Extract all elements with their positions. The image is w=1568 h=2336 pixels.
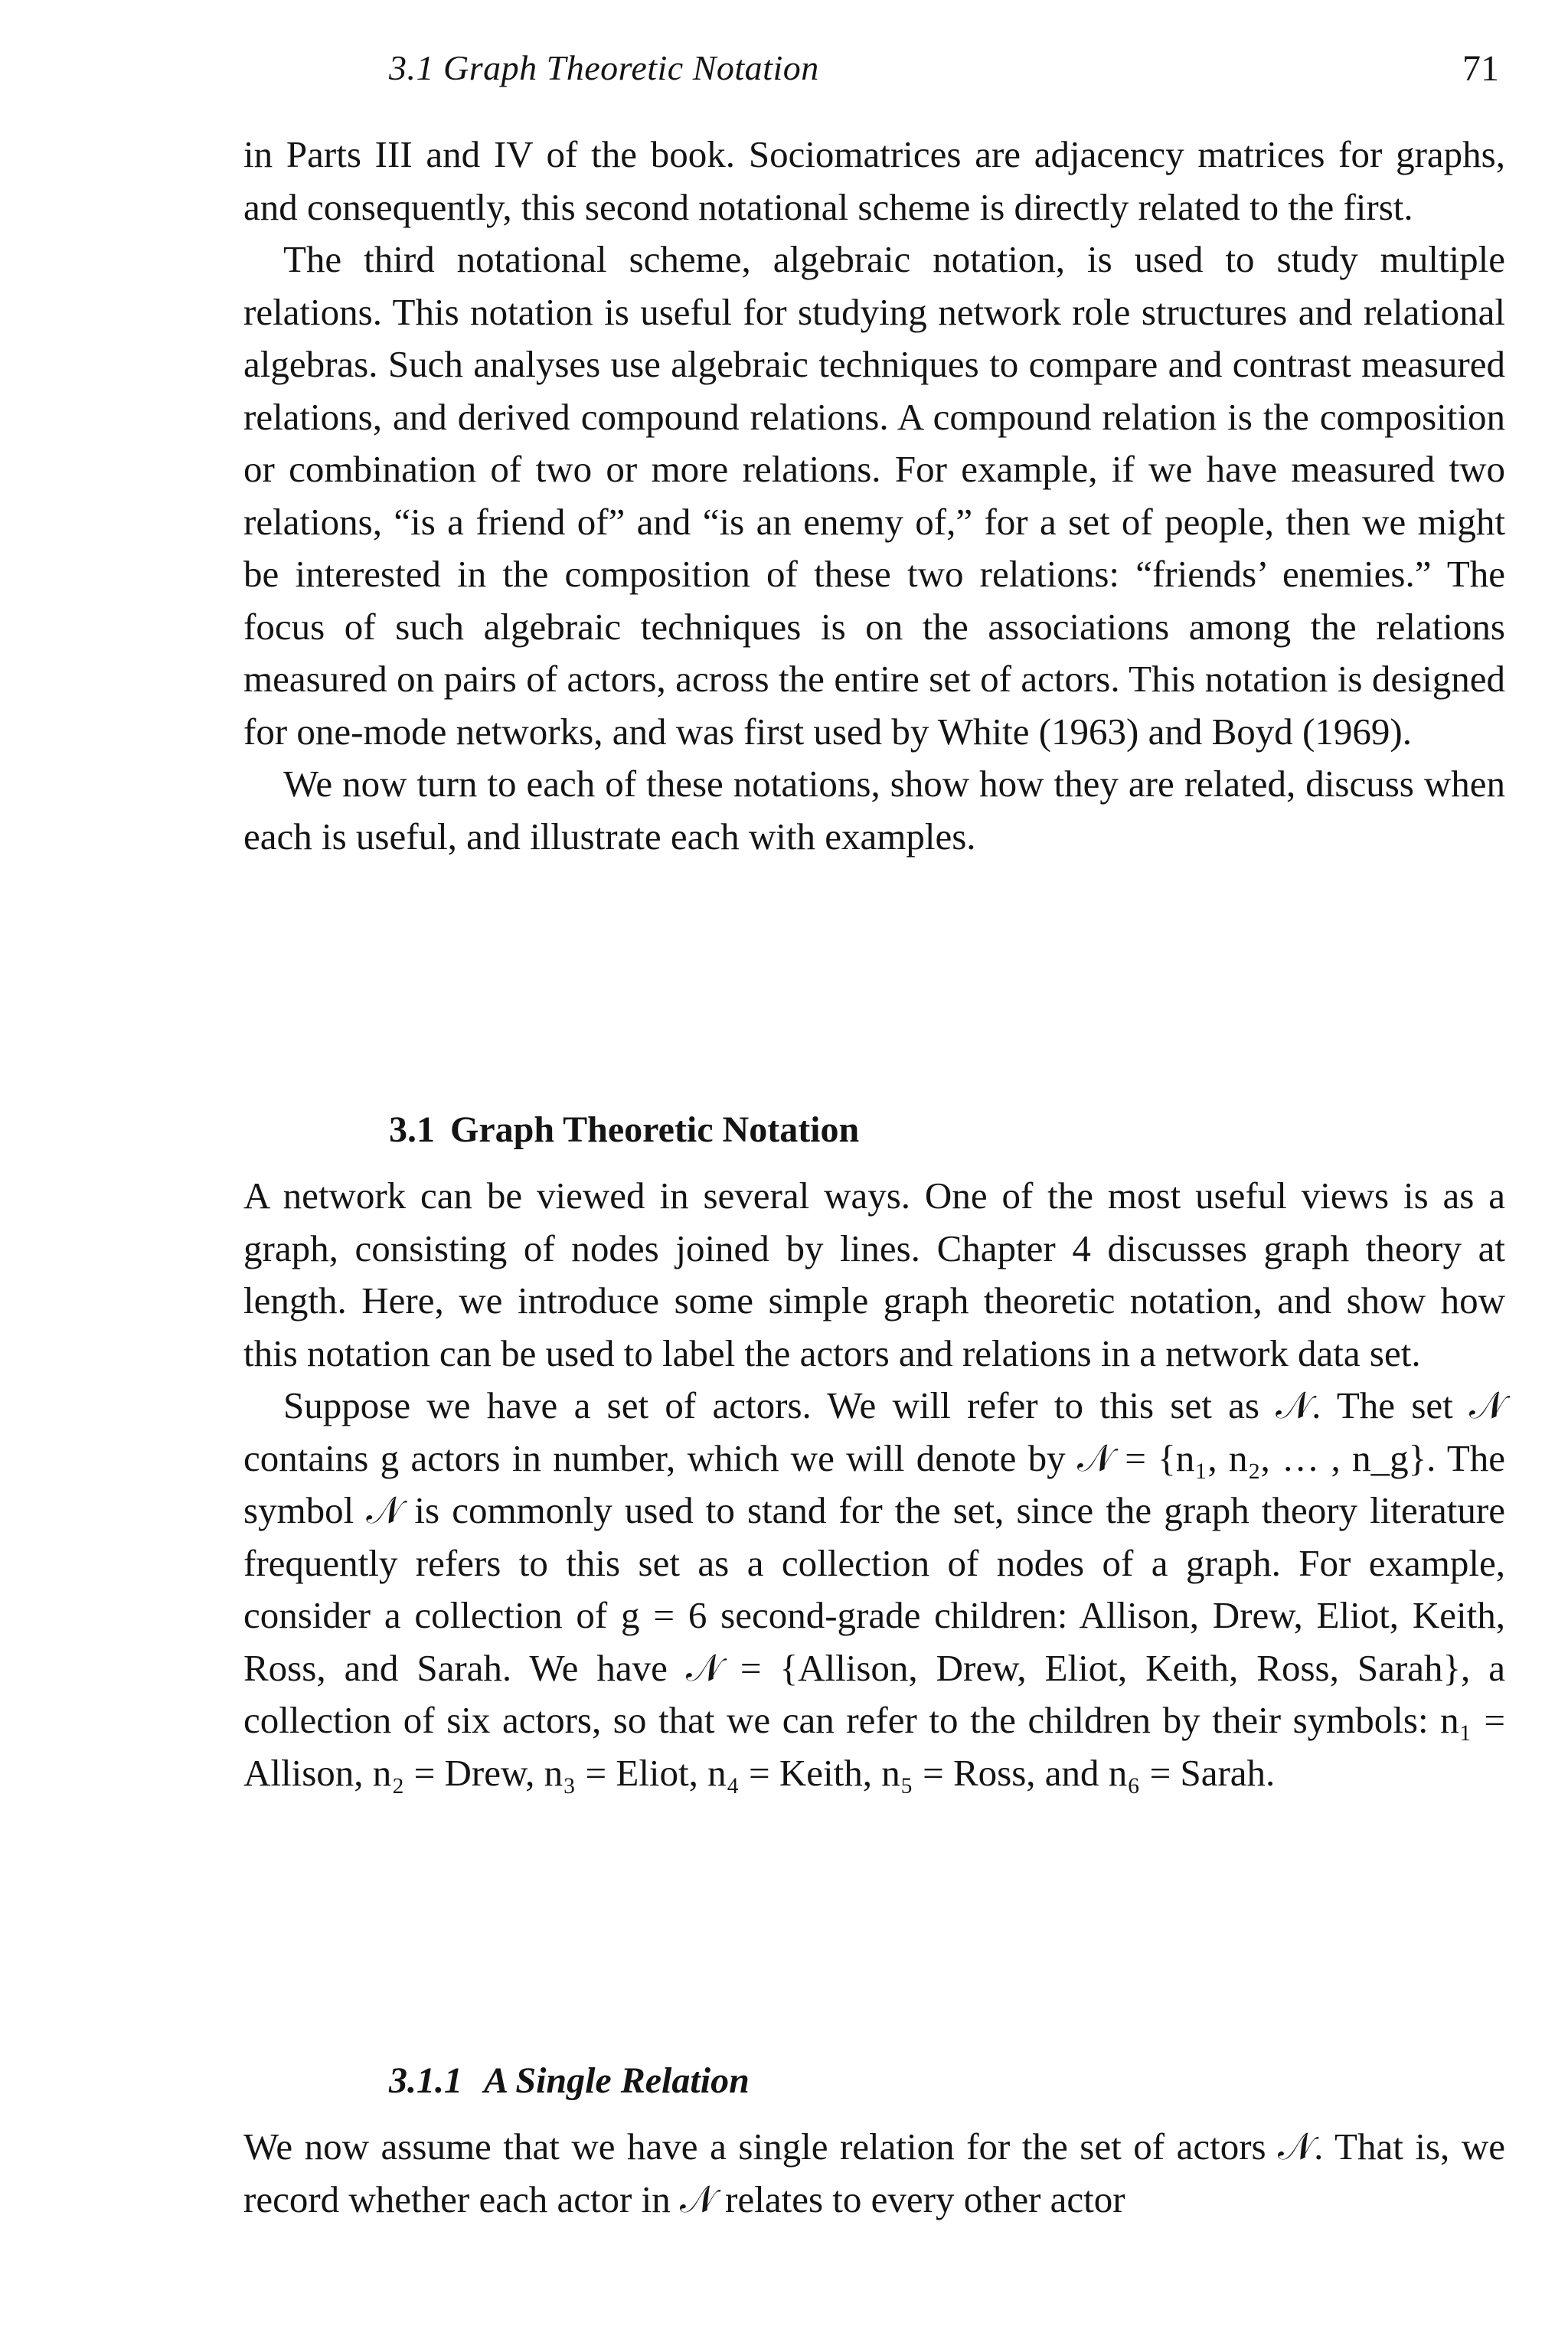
subsection-heading [389, 2060, 750, 2102]
section-text [243, 1170, 1505, 1799]
running-head: 3.1 Graph Theoretic Notation [389, 48, 819, 87]
subsection-number: 3.1.1 [389, 2060, 462, 2101]
subsection-title: A Single Relation [484, 2060, 750, 2101]
subsection-paragraph-1: We now assume that we have a single relation for the set of actors 𝒩. That is, we record whether each actor in 𝒩 relates to every other actor [243, 2125, 1505, 2220]
page-number: 71 [1462, 48, 1499, 89]
section-paragraph-1: A network can be viewed in several ways. One of the most useful views is as a graph, consisting of nodes joined by lines. Chapter 4 discusses graph theory at length. Here, we introduce some simple graph theoretic notation, and show how this notation can be used to label the actors and relations in a network data set. [243, 1175, 1505, 1374]
section-number: 3.1 [389, 1109, 435, 1150]
intro-paragraph-3: We now turn to each of these notations, show how they are related, discuss when each is useful, and illustrate each with examples. [243, 763, 1505, 858]
intro-text [243, 129, 1505, 863]
subsection-text [243, 2121, 1505, 2226]
intro-paragraph-2: The third notational scheme, algebraic notation, is used to study multiple relations. This notation is useful for studying network role structures and relational algebras. Such analyses use algebraic techniques to compare and contrast measured relations, and derived compound relations. A compound relation is the composition or combination of two or more relations. For example, if we have measured two relations, “is a friend of” and “is an enemy of,” for a set of people, then we might be interested in the composition of these two relations: “friends’ enemies.” The focus of such algebraic techniques is on the associations among the relations measured on pairs of actors, across the entire set of actors. This notation is designed for one-mode networks, and was first used by White (1963) and Boyd (1969). [243, 238, 1505, 753]
section-paragraph-2: Suppose we have a set of actors. We will refer to this set as 𝒩. The set 𝒩 contains g actors in number, which we will denote by 𝒩 = {n₁, n₂, … , n_g}. The symbol 𝒩 is commonly used to stand for the set, since the graph theory literature frequently refers to this set as a collection of nodes of a graph. For example, consider a collection of g = 6 second-grade children: Allison, Drew, Eliot, Keith, Ross, and Sarah. We have 𝒩 = {Allison, Drew, Eliot, Keith, Ross, Sarah}, a collection of six actors, so that we can refer to the children by their symbols: n₁ = Allison, n₂ = Drew, n₃ = Eliot, n₄ = Keith, n₅ = Ross, and n₆ = Sarah. [243, 1384, 1505, 1794]
section-title: Graph Theoretic Notation [450, 1109, 860, 1150]
intro-paragraph-1: in Parts III and IV of the book. Sociomatrices are adjacency matrices for graphs, and consequently, this second notational scheme is directly related to the first. [243, 133, 1505, 228]
section-heading [389, 1109, 859, 1151]
